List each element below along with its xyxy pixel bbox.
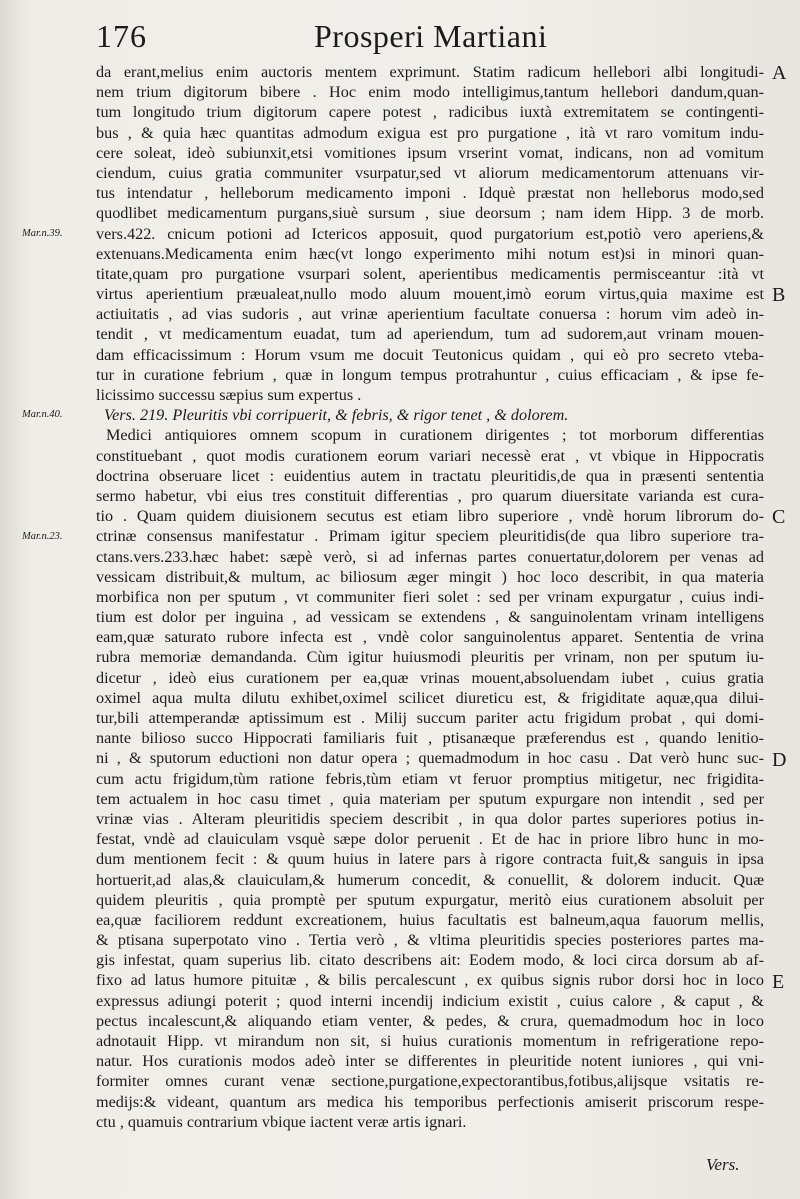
text-line: natur. Hos curationis modos adeò inter se differentes in pleuritide notent iuniores , qui vni- xyxy=(96,1052,764,1071)
text-line: formiter omnes curant venæ sectione,purgatione,expectorantibus,fotibus,alijsque vsitatis re- xyxy=(96,1072,764,1091)
section-letter: B xyxy=(772,284,786,307)
text-line: vers.422. cnicum potioni ad Ictericos apposuit, quod purgatorium est,potiò vero aperiens,& xyxy=(96,224,764,243)
text-line: vrinæ vias . Alteram pleuritidis speciem describit , in qua dolor partes superiores potius in- xyxy=(96,809,764,828)
text-line: vessicam distribuit,& multum, ac biliosum æger mingit ) hoc loco describit, in qua materia xyxy=(96,567,764,586)
margin-note: Mar.n.40. xyxy=(22,409,63,421)
text-line: dicetur , ideò eius curationem per ea,quæ vrinas mouent,absoluendam iubet , cuius gratia xyxy=(96,668,764,687)
text-line: ctrinæ consensus manifestatur . Primam igitur speciem pleuritidis(de qua libro superiore tra- xyxy=(96,527,764,546)
text-line: cum actu frigidum,tùm ratione febris,tùm etiam vt feruor promptius mitigetur, nec frigidita- xyxy=(96,769,764,788)
text-line: tendit , vt medicamentum euadat, tum ad aperiendum, tum ad sudorem,aut vrinam mouen- xyxy=(96,325,764,344)
text-line: rubra memoriæ demandanda. Cùm igitur huiusmodi pleuritis per vrinam, non per sputum iu- xyxy=(96,648,764,667)
text-line: tur,bili attemperandæ aptissimum est . Milij succum pariter actu frigidum probat , qui domi- xyxy=(96,709,764,727)
text-line: nem trium digitorum bibere . Hoc enim modo intelligimus,tantum hellebori dandum,quan- xyxy=(96,83,764,102)
text-line: fixo ad latus humore pituitæ , & bilis percalescunt , ex quibus signis rubor dorsi hoc in loco xyxy=(96,971,764,990)
text-line: hortuerit,ad alas,& clauiculam,& humerum concedit, & conuellit, & dolorem inducit. Quæ xyxy=(96,870,764,889)
text-line: tem actualem in hoc casu timet , quia materiam per sputum expurgare non intendit , sed per xyxy=(96,789,764,808)
text-line: ni , & sputorum eductioni non datur opera ; quemadmodum in hoc casu . Dat verò hunc suc- xyxy=(96,749,764,768)
text-line: morbifica non per sputum , vt communiter fieri solet : sed per vrinam expurgatur , cuius indi- xyxy=(96,587,764,606)
text-line: ctu , quamuis contrarium vbique iactent veræ artis ignari. xyxy=(96,1112,467,1131)
margin-note: Mar.n.39. xyxy=(22,227,63,239)
text-line: doctrina obseruare licet : euidentius autem in tractatu pleuritidis,de qua in præsenti sententia xyxy=(96,466,764,485)
text-line: & ptisana superpotato vino . Tertia verò , & vltima pleuritidis species posteriores partes ma- xyxy=(96,931,764,950)
text-line: bus , & quia hæc quantitas admodum exigua est pro purgatione , ità vt raro vomitum indu- xyxy=(96,123,764,142)
page-number: 176 xyxy=(96,18,147,54)
text-line: dam efficacissimum : Horum vsum me docuit Teutonicus quidam , qui eò pro secreto vteba- xyxy=(96,345,764,364)
text-line: tio . Quam quidem diuisionem secutus est etiam libro superiore , vndè horum librorum do- xyxy=(96,507,764,526)
text-line: quidem pleuritis , quia promptè per sputum expurgatur, meritò eius curationem absoluit per xyxy=(96,890,764,909)
text-line: cere soleat, ideò subiunxit,etsi vomitiones ipsum vrserint vomat, indicans, non ad vomitum xyxy=(96,143,764,162)
text-line: actiuitatis , ad vias sudoris , aut vrinæ aperientium facultate conuersa : horum vim adeò in- xyxy=(96,305,764,324)
text-line: gis infestat, quam superius lib. citato describens ait: Eodem modo, & loci circa dorsum ab af- xyxy=(96,951,764,970)
text-line: ciendum, cuius gratia communiter vsurpatur,sed vt aliorum medicamentorum attenuans vir- xyxy=(96,163,764,182)
text-line: tium est dolor per inguina , ad vessicam se extendens , & sanguinolentam vrinam intelligens xyxy=(96,608,764,627)
text-line: dum mentionem fecit : & quum huius in latere pars à rigore contracta fuit,& sanguis in ipsa xyxy=(96,850,764,869)
section-letter: E xyxy=(772,971,785,993)
text-line: adnotauit Hipp. vt mirandum non sit, si huius curationis momentum in refrigeratione repo- xyxy=(96,1032,764,1050)
text-line: Medici antiquiores omnem scopum in curationem dirigentes ; tot morborum differentias xyxy=(106,426,764,445)
text-line: pectus incalescunt,& aliquando etiam venter, & pedes, & crura, quemadmodum hoc in loco xyxy=(96,1011,764,1030)
text-line: quodlibet medicamentum purgans,siuè sursum , siue deorsum ; nam idem Hipp. 3 de morb. xyxy=(96,204,764,223)
body-text xyxy=(96,62,764,1132)
margin-note: Mar.n.23. xyxy=(22,530,63,542)
text-line: extenuans.Medicamenta enim hæc(vt longo experimento mihi notum est)si in minori quan- xyxy=(96,244,764,263)
text-line: da erant,melius enim auctoris mentem exprimunt. Statim radicum hellebori albi longitudi- xyxy=(96,63,764,81)
text-line: eam,quæ saturato rubore infecta est , vndè color sanguinolentus apparet. Sententia de vrina xyxy=(96,628,764,647)
text-line: ctans.vers.233.hæc habet: sæpè verò, si ad infernas partes conuertatur,dolorem per venas ad xyxy=(96,547,764,566)
catchword: Vers. xyxy=(706,1155,740,1174)
text-line: ea,quæ faciliorem reddunt excreationem, huius facultatis est balneum,aqua fauorum mellis, xyxy=(96,910,764,929)
text-line: virtus aperientium præualeat,nullo modo aluum mouent,imò eorum virtus,quia maxime est xyxy=(96,285,764,304)
text-line: expressus adiungi poterit ; quod interni incendij indicium existit , cuius calore , & caput , & xyxy=(96,991,764,1010)
text-line: tum longitudo trium digitorum capere potest , radicibus iuxtà extremitatem se contingenti- xyxy=(96,103,764,122)
text-line: titate,quam pro purgatione vsurpari solent, aperientibus medicamentis permisceantur :ità vt xyxy=(96,264,764,283)
text-line: licissimo successu sæpius sum expertus . xyxy=(96,386,362,404)
page-header xyxy=(96,14,696,54)
text-line: festat, vndè ad clauiculam vsquè sæpe dolor peruenit . Et de hac in priore libro hunc in mo- xyxy=(96,830,764,849)
text-line: nante bilioso succo Hippocrati familiaris fuit , ptisanæque præferendus est , quando lenitio- xyxy=(96,729,764,748)
section-letter: D xyxy=(772,748,787,771)
running-title: Prosperi Martiani xyxy=(314,18,548,54)
section-letter: A xyxy=(772,62,787,84)
text-line: medijs:& videant, quantum ars medica his temporibus perfectionis amiserit priscorum respe- xyxy=(96,1092,764,1111)
section-letter: C xyxy=(772,506,786,529)
text-line: constituebant , quot modis curationem eorum variari necessè erat , vt vbique in Hippocratis xyxy=(96,446,764,465)
text-line: tur in curatione febrium , quæ in longum tempus protrahuntur , cuius efficaciam , & ipse fe- xyxy=(96,365,764,384)
verse-heading: Vers. 219. Pleuritis vbi corripuerit, & febris, & rigor tenet , & dolorem. xyxy=(104,406,569,425)
text-line: oximel aqua multa dilutu exhibet,oximel scilicet diureticu est, & frigiditate aquæ,qua dilui- xyxy=(96,688,764,707)
text-line: tus intendatur , helleborum medicamento imponi . Idquè præstat non helleborus modo,sed xyxy=(96,184,764,203)
text-line: sermo habetur, vbi eius tres constituit differentias , pro quarum diuersitate varianda est cura- xyxy=(96,486,764,505)
